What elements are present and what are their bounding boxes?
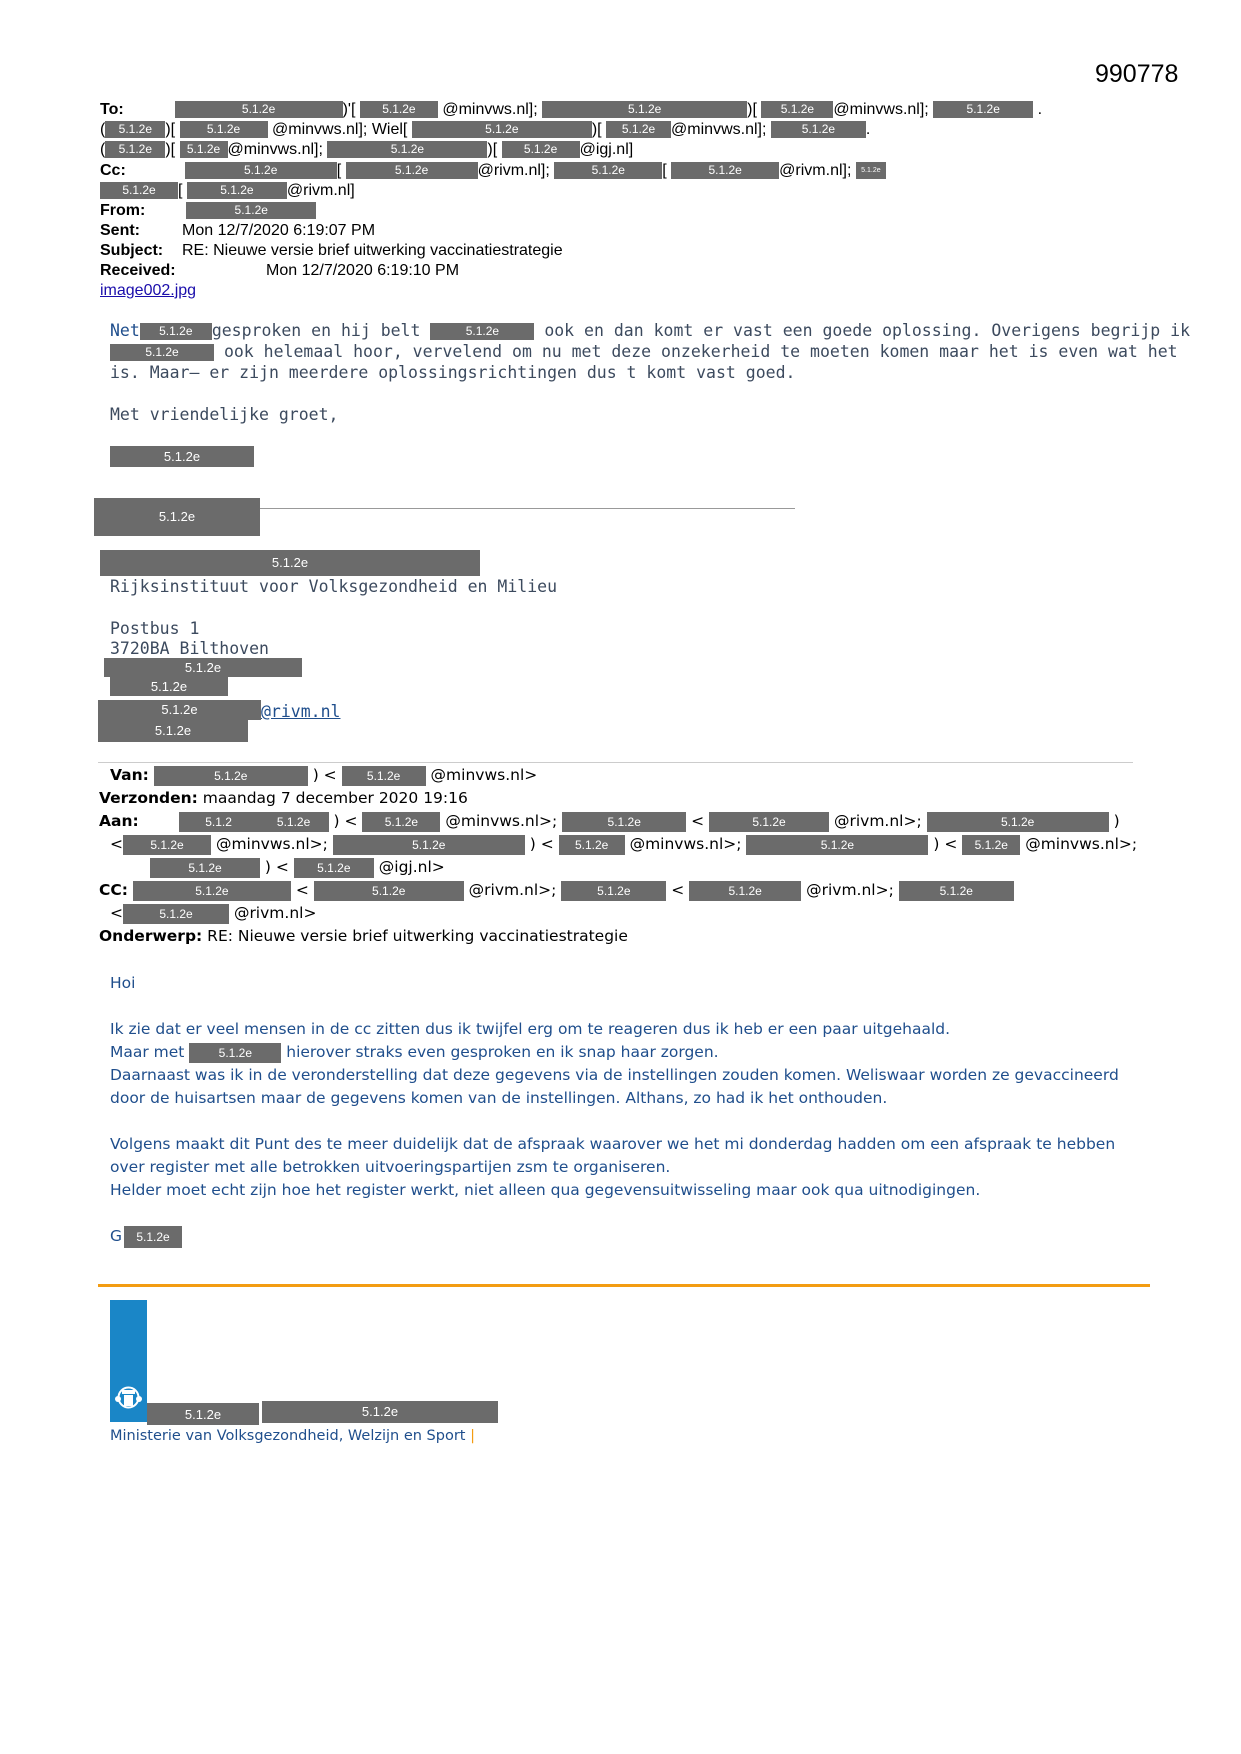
redaction: 5.1.2e [671, 162, 779, 179]
redaction: 5.1.2e [342, 766, 426, 786]
msg-sign [110, 1225, 182, 1249]
email-domain: @minvws.nl> [430, 766, 538, 784]
greeting: Met vriendelijke groet, [110, 405, 339, 424]
email-domain: @igj.nl> [378, 858, 445, 876]
redaction: 5.1.2e [154, 766, 308, 786]
from-label: From: [100, 202, 146, 219]
redaction: 5.1.2e [150, 858, 260, 878]
onderwerp-value: RE: Nieuwe versie brief uitwerking vaccinatiestrategie [207, 927, 628, 945]
redaction: 5.1.2e [542, 101, 747, 118]
ministry-name: Ministerie van Volksgezondheid, Welzijn en Sport [110, 1428, 466, 1444]
footer-separator: | [470, 1428, 475, 1444]
to-line-2: ( 5.1.2e )[ 5.1.2e @minvws.nl]; Wiel[ 5.1.2e )[ 5.1.2e @minvws.nl]; 5.1.2e . [100, 121, 871, 138]
redaction: 5.1.2e [189, 1043, 281, 1063]
redaction: 5.1.2e [259, 812, 329, 832]
msg-p1-l2 [110, 1041, 719, 1065]
cc-line-1: Cc: 5.1.2e [ 5.1.2e @rivm.nl]; 5.1.2e [ 5.1.2e @rivm.nl]; 5.1.2e [100, 161, 886, 180]
punct: . [865, 121, 871, 138]
redaction: 5.1.2e [327, 141, 487, 158]
redaction: 5.1.2e [314, 881, 464, 901]
redaction: 5.1.2e [559, 835, 625, 855]
signature-divider [260, 508, 795, 509]
redaction: 5.1.2e [561, 881, 666, 901]
email-domain: @minvws.nl>; [215, 835, 328, 853]
redaction: 5.1.2e [110, 677, 228, 696]
msg-p2-l1: Volgens maakt dit Punt des te meer duidelijk dat de afspraak waarover we het mi donderdag hadden om een afspraak te hebben [110, 1135, 1116, 1153]
redaction: 5.1.2e [94, 498, 260, 536]
redaction: 5.1.2e [140, 323, 212, 340]
redaction: 5.1.2e [180, 121, 268, 138]
document-number: 990778 [1095, 60, 1179, 88]
email-domain: @rivm.nl]; [779, 162, 852, 179]
punct: . [1037, 101, 1043, 118]
email-domain: @minvws.nl>; [445, 812, 558, 830]
redaction: 5.1.2e [412, 121, 592, 138]
onderwerp-line [99, 925, 628, 948]
aan-line-1: Aan: 5.1.2 5.1.2e ) < 5.1.2e @minvws.nl>; 5.1.2e < 5.1.2e @rivm.nl>; 5.1.2e ) [99, 812, 1120, 830]
redaction: 5.1.2e [562, 812, 686, 832]
redaction: 5.1.2e [262, 1401, 498, 1423]
redaction: 5.1.2e [186, 202, 316, 219]
aan-label: Aan: [99, 812, 139, 830]
cc-fwd-label: CC: [99, 881, 128, 899]
verzonden-value: maandag 7 december 2020 19:16 [202, 789, 468, 807]
email-domain: @minvws.nl]; [671, 121, 767, 138]
redaction: 5.1.2e [133, 881, 291, 901]
van-label: Van: [110, 766, 149, 784]
email-domain: @minvws.nl]; [227, 141, 323, 158]
email-domain: @minvws.nl]; Wiel[ [272, 121, 408, 138]
redaction: 5.1.2e [123, 904, 229, 924]
van-line: Van: 5.1.2e ) < 5.1.2e @minvws.nl> [110, 766, 538, 784]
subject-value: RE: Nieuwe versie brief uitwerking vaccinatiestrategie [182, 242, 563, 259]
reply-text: ook helemaal hoor, vervelend om nu met deze onzekerheid te moeten komen maar het is even wat het [223, 342, 1178, 361]
msg-text: hierover straks even gesproken en ik snap haar zorgen. [286, 1043, 719, 1061]
city: 3720BA Bilthoven [110, 639, 269, 658]
attachment-line [100, 281, 196, 300]
email-domain: @minvws.nl]; [442, 101, 538, 118]
ministry-footer [110, 1428, 475, 1444]
to-line-3: ( 5.1.2e )[ 5.1.2e @minvws.nl]; 5.1.2e )[ 5.1.2e @igj.nl] [100, 141, 634, 158]
redaction: 5.1.2e [105, 141, 165, 158]
subject-line [100, 241, 563, 260]
msg-p1-l4: door de huisartsen maar de gegevens komen van de instellingen. Althans, zo had ik het onthouden. [110, 1089, 888, 1107]
redaction: 5.1.2e [100, 182, 178, 199]
redaction: 5.1.2e [360, 101, 438, 118]
email-domain: @minvws.nl>; [629, 835, 742, 853]
cc-fwd-line-1: CC: 5.1.2e < 5.1.2e @rivm.nl>; 5.1.2e < 5.1.2e @rivm.nl>; 5.1.2e [99, 879, 1014, 902]
redaction: 5.1.2e [100, 550, 480, 576]
onderwerp-label: Onderwerp: [99, 927, 203, 945]
redaction: 5.1.2e [933, 101, 1033, 118]
redaction: 5.1.2e [362, 812, 440, 832]
received-label: Received: [100, 262, 176, 279]
redaction: 5.1.2e [899, 881, 1014, 901]
sent-line [100, 221, 375, 240]
redaction: 5.1.2e [123, 835, 211, 855]
reply-line-3: is. Maar– er zijn meerdere oplossingsrichtingen dus t komt vast goed. [110, 363, 796, 382]
to-line-1: To: 5.1.2e )'[ 5.1.2e @minvws.nl]; 5.1.2e )[ 5.1.2e @minvws.nl]; 5.1.2e . [100, 101, 1043, 118]
msg-p2-l2: over register met alle betrokken uitvoeringspartijen zsm te organiseren. [110, 1158, 671, 1176]
msg-p1-l1: Ik zie dat er veel mensen in de cc zitten dus ik twijfel erg om te reageren dus ik heb er een paar uitgehaald. [110, 1020, 951, 1038]
to-label: To: [100, 101, 124, 118]
redaction: 5.1.2e [147, 1403, 259, 1425]
reply-text: Net [110, 321, 140, 340]
redaction: 5.1.2e [333, 835, 525, 855]
email-domain: @igj.nl] [579, 141, 634, 158]
email-domain: @minvws.nl>; [1025, 835, 1138, 853]
email-domain: @rivm.nl> [233, 904, 317, 922]
email-domain: @rivm.nl>; [468, 881, 557, 899]
redaction: 5.1.2 [179, 812, 259, 832]
redaction: 5.1.2e [746, 835, 928, 855]
subject-label: Subject: [100, 242, 164, 259]
redaction: 5.1.2e [771, 121, 866, 138]
redaction: 5.1.2e [180, 141, 228, 158]
redaction: 5.1.2e [175, 101, 343, 118]
redaction: 5.1.2e [185, 162, 337, 179]
reply-line-1 [110, 320, 1190, 341]
cc-line-2: 5.1.2e [ 5.1.2e @rivm.nl] [100, 181, 355, 200]
received-value: Mon 12/7/2020 6:19:10 PM [266, 262, 460, 279]
orange-divider [98, 1284, 1150, 1287]
verzonden-line [99, 787, 468, 810]
redaction: 5.1.2e [430, 323, 534, 340]
redaction: 5.1.2e [124, 1226, 182, 1248]
redaction: 5.1.2e [110, 446, 254, 467]
redaction: 5.1.2e [554, 162, 662, 179]
attachment-link[interactable]: image002.jpg [100, 282, 197, 299]
msg-p1-l3: Daarnaast was ik in de veronderstelling dat deze gegevens via de instellingen zouden komen. Weliswaar worden ze gevaccineerd [110, 1066, 1119, 1084]
redaction: 5.1.2e [502, 141, 580, 158]
redaction: 5.1.2e [856, 162, 886, 179]
postbus: Postbus 1 [110, 619, 200, 638]
email-domain: @rivm.nl]; [477, 162, 550, 179]
sent-label: Sent: [100, 222, 140, 239]
forward-divider [98, 762, 1133, 763]
redaction: 5.1.2e [761, 101, 833, 118]
cc-fwd-line-2: < 5.1.2e @rivm.nl> [110, 904, 317, 922]
reply-text: ook en dan komt er vast een goede oplossing. Overigens begrijp ik [544, 321, 1191, 340]
email-link[interactable] [261, 702, 340, 721]
org-name: Rijksinstituut voor Volksgezondheid en Milieu [110, 577, 558, 596]
redaction: 5.1.2e [187, 182, 287, 199]
redaction: 5.1.2e [927, 812, 1109, 832]
verzonden-label: Verzonden: [99, 789, 198, 807]
reply-line-2 [110, 341, 1178, 362]
email-link-text: @rivm.nl [261, 702, 341, 721]
crest-icon [110, 1379, 147, 1416]
sent-value: Mon 12/7/2020 6:19:07 PM [182, 222, 376, 239]
msg-sign-initial: G [110, 1227, 123, 1245]
email-domain: @rivm.nl>; [833, 812, 922, 830]
cc-label: Cc: [100, 162, 126, 179]
redaction: 5.1.2e [709, 812, 829, 832]
redaction: 5.1.2e [962, 835, 1020, 855]
msg-hoi: Hoi [110, 974, 136, 992]
redaction: 5.1.2e [105, 121, 165, 138]
email-domain: @minvws.nl]; [833, 101, 929, 118]
redaction: 5.1.2e [606, 121, 671, 138]
aan-line-2: < 5.1.2e @minvws.nl>; 5.1.2e ) < 5.1.2e @minvws.nl>; 5.1.2e ) < 5.1.2e @minvws.nl>; [110, 835, 1138, 853]
ministry-logo-bar [110, 1300, 147, 1422]
redaction: 5.1.2e [104, 658, 302, 677]
redaction: 5.1.2e [294, 858, 374, 878]
email-domain: @rivm.nl] [286, 182, 355, 199]
msg-text: Maar met [110, 1043, 185, 1061]
reply-text: gesproken en hij belt [211, 321, 421, 340]
redaction: 5.1.2e [110, 344, 214, 361]
msg-p2-l3: Helder moet echt zijn hoe het register werkt, niet alleen qua gegevensuitwisseling maar ook qua uitnodigingen. [110, 1181, 981, 1199]
redaction: 5.1.2e [98, 700, 261, 720]
email-domain: @rivm.nl>; [806, 881, 894, 899]
redaction: 5.1.2e [689, 881, 801, 901]
redaction: 5.1.2e [346, 162, 478, 179]
received-line [100, 261, 459, 280]
aan-line-3: 5.1.2e ) < 5.1.2e @igj.nl> [150, 856, 445, 879]
from-line [100, 201, 316, 220]
redaction: 5.1.2e [98, 720, 248, 742]
